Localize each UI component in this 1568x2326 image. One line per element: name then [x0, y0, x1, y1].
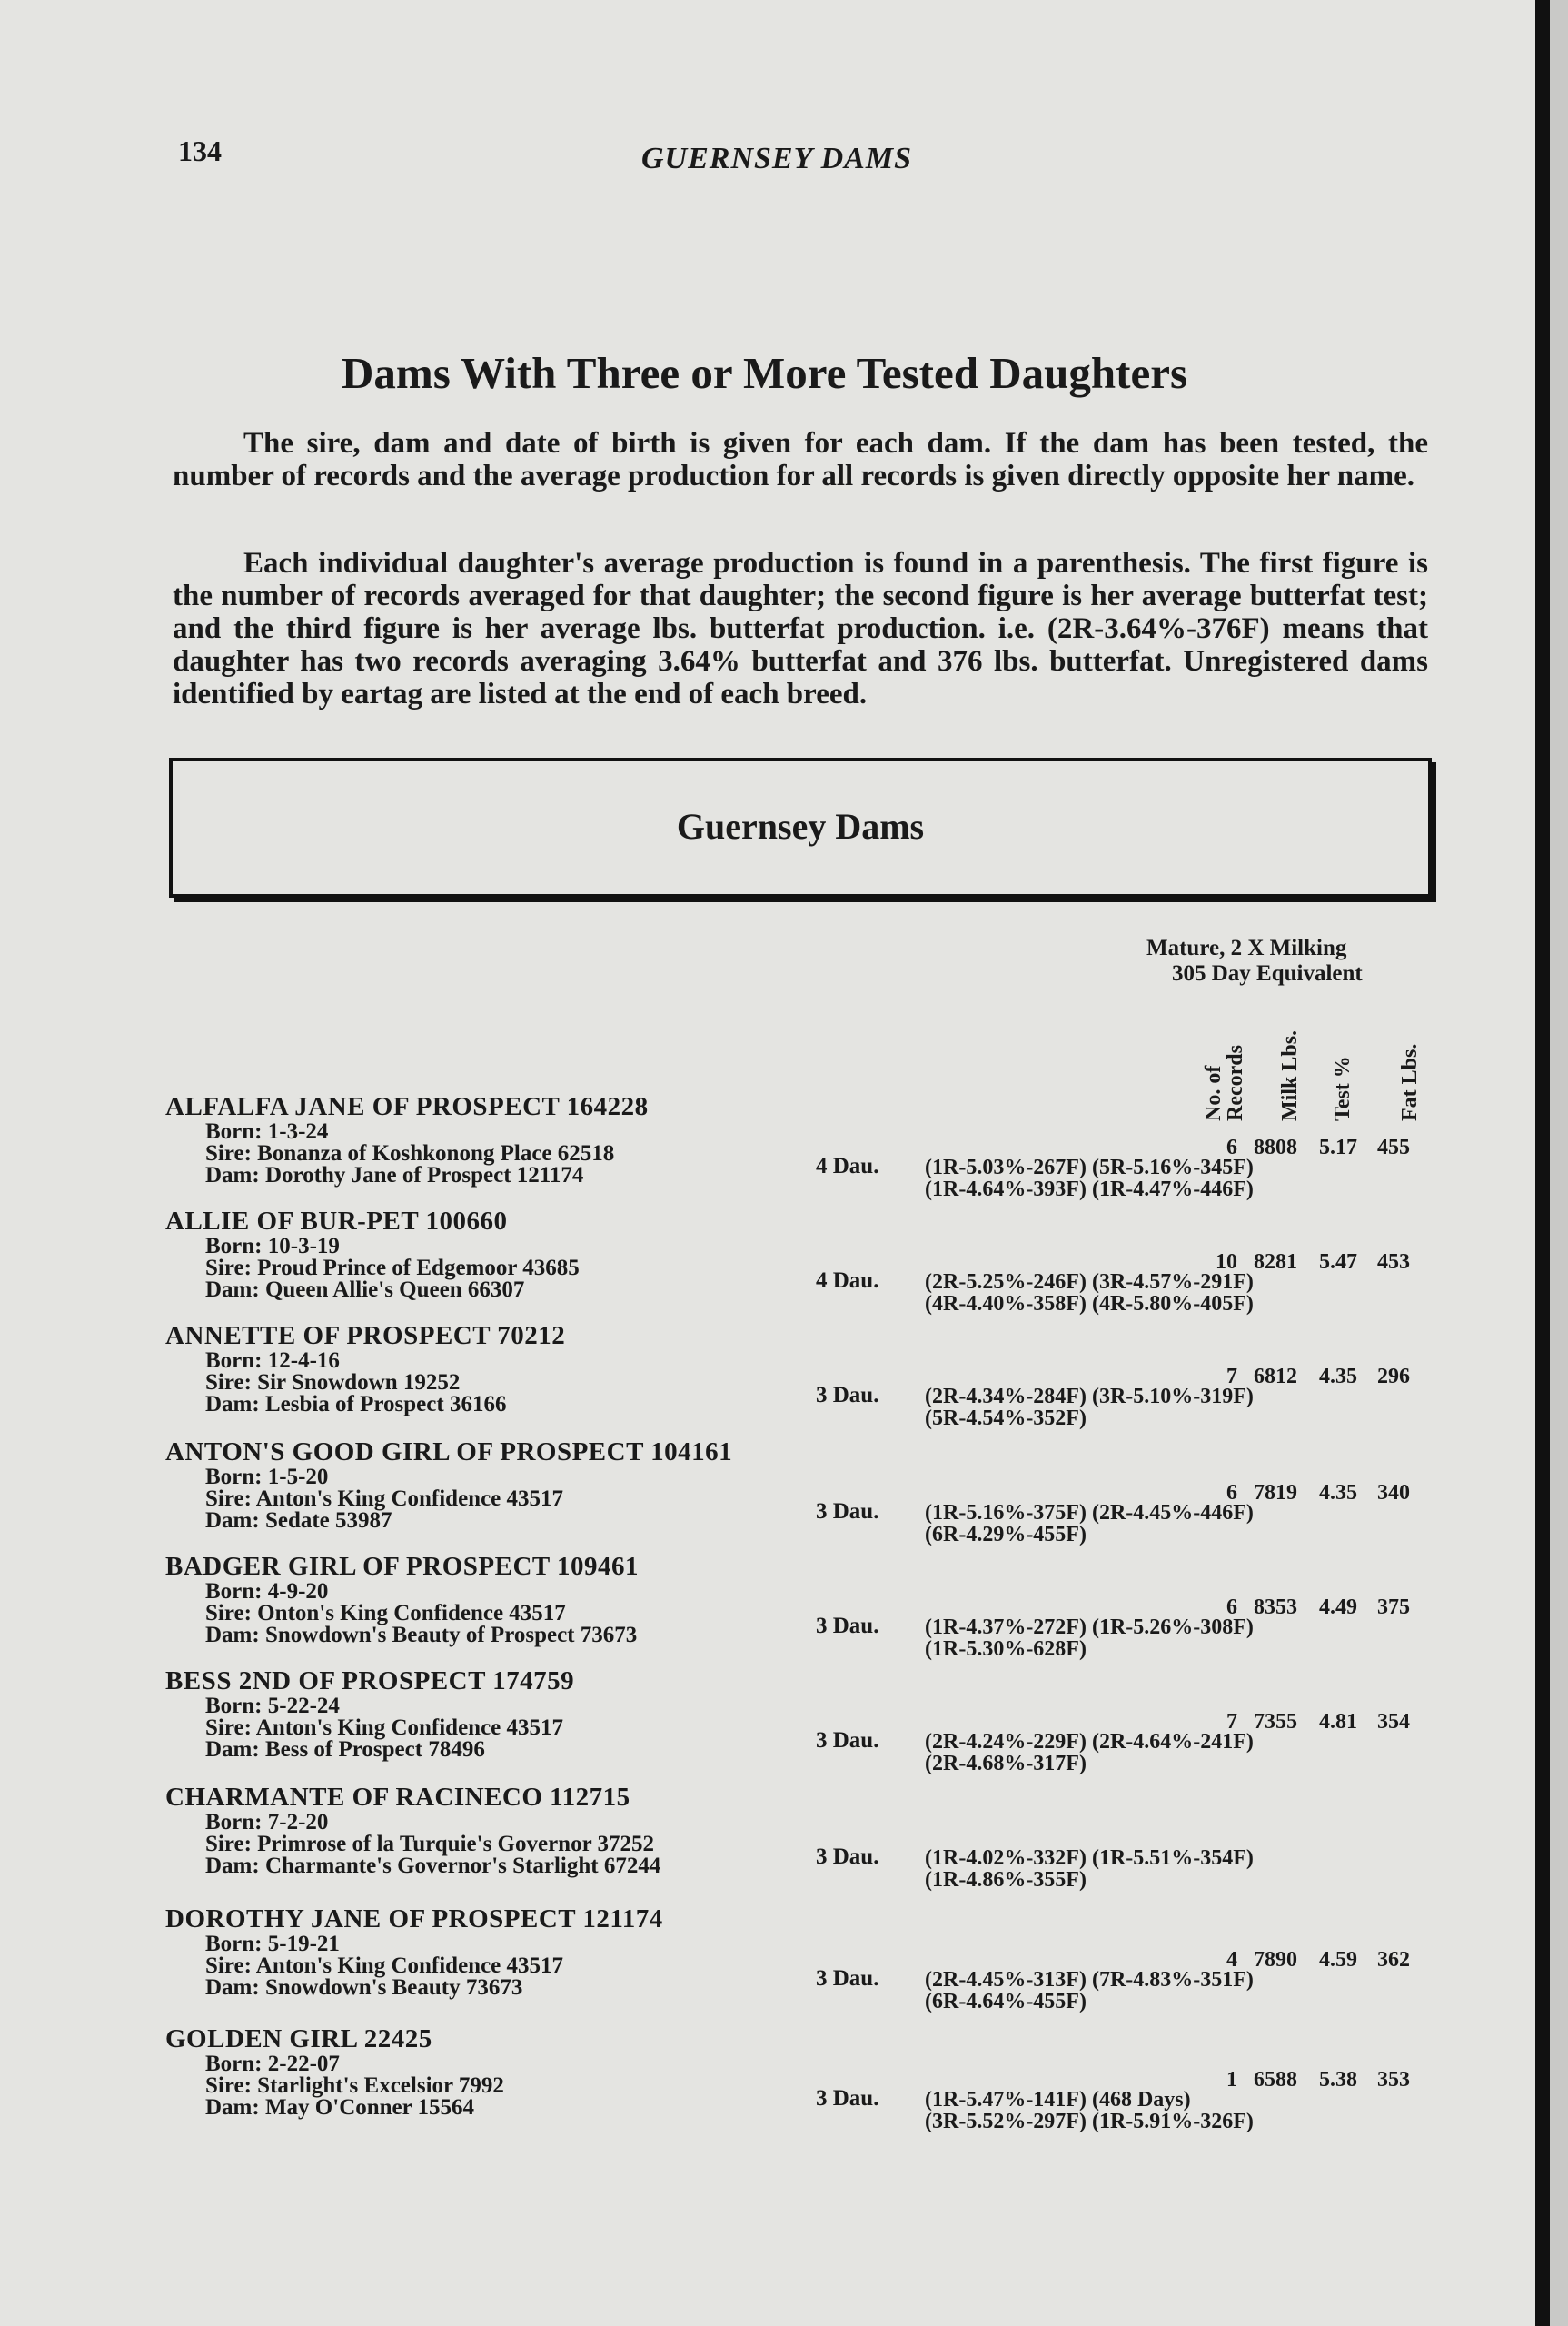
daughter-count: 3 Dau. — [816, 2086, 879, 2111]
column-header-fat: Fat Lbs. — [1398, 1043, 1422, 1121]
column-header-line1: Mature, 2 X Milking — [1146, 936, 1347, 960]
stat-no-of-records: 10 — [1216, 1250, 1237, 1274]
daughter-records-line1: (1R-4.37%-272F) (1R-5.26%-308F) — [925, 1615, 1254, 1639]
daughter-records-line2: (2R-4.68%-317F) — [925, 1752, 1087, 1775]
section-title: Guernsey Dams — [676, 806, 925, 847]
dam-entry — [154, 1092, 1426, 1201]
born-date: Born: 4-9-20 — [205, 1579, 329, 1604]
stat-test-percent: 4.49 — [1319, 1595, 1357, 1619]
dam-entry — [154, 1783, 1426, 1892]
daughter-count: 3 Dau. — [816, 1966, 879, 1991]
sire-line: Sire: Anton's King Confidence 43517 — [205, 1486, 564, 1511]
sire-line: Sire: Anton's King Confidence 43517 — [205, 1715, 564, 1740]
dam-name: ALFALFA JANE OF PROSPECT 164228 — [165, 1092, 649, 1121]
sire-line: Sire: Primrose of la Turquie's Governor 37252 — [205, 1832, 654, 1856]
dam-entry — [154, 1904, 1426, 2013]
dam-entry — [154, 1207, 1426, 1316]
daughter-count: 3 Dau. — [816, 1844, 879, 1869]
daughter-records-line1: (1R-5.03%-267F) (5R-5.16%-345F) — [925, 1156, 1254, 1179]
dam-name: BESS 2ND OF PROSPECT 174759 — [165, 1666, 575, 1695]
stat-milk-lbs: 7355 — [1254, 1710, 1297, 1734]
born-date: Born: 7-2-20 — [205, 1810, 329, 1834]
daughter-records-line2: (5R-4.54%-352F) — [925, 1407, 1087, 1430]
dam-line: Dam: Dorothy Jane of Prospect 121174 — [205, 1163, 584, 1188]
section-header-box — [169, 758, 1432, 898]
page-title: Dams With Three or More Tested Daughters — [342, 348, 1188, 398]
daughter-count: 3 Dau. — [816, 1383, 879, 1407]
daughter-records-line1: (1R-5.47%-141F) (468 Days) — [925, 2088, 1191, 2112]
stat-fat-lbs: 375 — [1377, 1595, 1410, 1619]
daughter-records-line2: (4R-4.40%-358F) (4R-5.80%-405F) — [925, 1292, 1254, 1316]
stat-test-percent: 5.38 — [1319, 2068, 1357, 2092]
daughter-records-line1: (2R-5.25%-246F) (3R-4.57%-291F) — [925, 1270, 1254, 1294]
dam-entry — [154, 1321, 1426, 1430]
column-header-milk: Milk Lbs. — [1278, 1029, 1302, 1121]
daughter-records-line1: (2R-4.24%-229F) (2R-4.64%-241F) — [925, 1730, 1254, 1754]
born-date: Born: 5-19-21 — [205, 1932, 340, 1956]
stat-no-of-records: 1 — [1226, 2068, 1237, 2092]
stat-fat-lbs: 353 — [1377, 2068, 1410, 2092]
dam-entry — [154, 1666, 1426, 1775]
stat-no-of-records: 7 — [1226, 1710, 1237, 1734]
stat-milk-lbs: 7890 — [1254, 1948, 1297, 1972]
dam-name: ANNETTE OF PROSPECT 70212 — [165, 1321, 566, 1350]
dam-line: Dam: Lesbia of Prospect 36166 — [205, 1392, 507, 1416]
daughter-records-line1: (1R-5.16%-375F) (2R-4.45%-446F) — [925, 1501, 1254, 1525]
dam-name: BADGER GIRL OF PROSPECT 109461 — [165, 1552, 639, 1581]
page-edge-shadow — [1535, 0, 1550, 2326]
daughter-records-line2: (1R-4.86%-355F) — [925, 1868, 1087, 1892]
dam-name: ANTON'S GOOD GIRL OF PROSPECT 104161 — [165, 1437, 733, 1466]
stat-test-percent: 4.35 — [1319, 1365, 1357, 1388]
daughter-records-line1: (2R-4.45%-313F) (7R-4.83%-351F) — [925, 1968, 1254, 1992]
sire-line: Sire: Bonanza of Koshkonong Place 62518 — [205, 1141, 615, 1166]
dam-name: DOROTHY JANE OF PROSPECT 121174 — [165, 1904, 663, 1933]
daughter-count: 4 Dau. — [816, 1268, 879, 1293]
stat-test-percent: 4.81 — [1319, 1710, 1357, 1734]
born-date: Born: 2-22-07 — [205, 2052, 340, 2076]
stat-fat-lbs: 296 — [1377, 1365, 1410, 1388]
daughter-records-line2: (1R-4.64%-393F) (1R-4.47%-446F) — [925, 1178, 1254, 1201]
sire-line: Sire: Onton's King Confidence 43517 — [205, 1601, 566, 1625]
dam-name: GOLDEN GIRL 22425 — [165, 2024, 432, 2053]
daughter-records-line2: (3R-5.52%-297F) (1R-5.91%-326F) — [925, 2110, 1254, 2133]
dam-line: Dam: Snowdown's Beauty of Prospect 73673 — [205, 1623, 638, 1647]
daughter-count: 3 Dau. — [816, 1499, 879, 1524]
page-number: 134 — [178, 134, 222, 167]
born-date: Born: 1-3-24 — [205, 1119, 329, 1144]
dam-line: Dam: Queen Allie's Queen 66307 — [205, 1277, 525, 1302]
dam-line: Dam: Snowdown's Beauty 73673 — [205, 1975, 523, 2000]
daughter-records-line2: (1R-5.30%-628F) — [925, 1637, 1087, 1661]
running-head: GUERNSEY DAMS — [641, 142, 912, 175]
stat-milk-lbs: 8353 — [1254, 1595, 1297, 1619]
stat-no-of-records: 7 — [1226, 1365, 1237, 1388]
stat-test-percent: 5.47 — [1319, 1250, 1357, 1274]
intro-paragraph-2: Each individual daughter's average production is found in a parenthesis. The first figure is the number of records averaged for that daughter; the second figure is her average butterfat test; and the third figure is her average lbs. butterfat production. i.e. (2R-3.64%-376F) means that daughter has two records averaging 3.64% butterfat and 376 lbs. butterfat. Unregistered dams identified by eartag are listed at the end of each breed. — [173, 547, 1428, 711]
dam-line: Dam: Charmante's Governor's Starlight 67244 — [205, 1854, 661, 1878]
dam-line: Dam: May O'Conner 15564 — [205, 2095, 475, 2120]
stat-no-of-records: 4 — [1226, 1948, 1237, 1972]
stat-milk-lbs: 8808 — [1254, 1136, 1297, 1159]
stat-no-of-records: 6 — [1226, 1595, 1237, 1619]
sire-line: Sire: Sir Snowdown 19252 — [205, 1370, 461, 1395]
stat-test-percent: 4.35 — [1319, 1481, 1357, 1505]
stat-no-of-records: 6 — [1226, 1136, 1237, 1159]
stat-no-of-records: 6 — [1226, 1481, 1237, 1505]
dam-line: Dam: Bess of Prospect 78496 — [205, 1737, 485, 1762]
daughter-records-line1: (1R-4.02%-332F) (1R-5.51%-354F) — [925, 1846, 1254, 1870]
daughter-records-line2: (6R-4.29%-455F) — [925, 1523, 1087, 1546]
born-date: Born: 5-22-24 — [205, 1694, 340, 1718]
sire-line: Sire: Starlight's Excelsior 7992 — [205, 2073, 504, 2098]
stat-milk-lbs: 6588 — [1254, 2068, 1297, 2092]
stat-fat-lbs: 340 — [1377, 1481, 1410, 1505]
stat-test-percent: 4.59 — [1319, 1948, 1357, 1972]
daughter-records-line2: (6R-4.64%-455F) — [925, 1990, 1087, 2013]
dam-name: CHARMANTE OF RACINECO 112715 — [165, 1783, 630, 1812]
dam-name: ALLIE OF BUR-PET 100660 — [165, 1207, 508, 1236]
stat-milk-lbs: 8281 — [1254, 1250, 1297, 1274]
sire-line: Sire: Anton's King Confidence 43517 — [205, 1953, 564, 1978]
sire-line: Sire: Proud Prince of Edgemoor 43685 — [205, 1256, 580, 1280]
born-date: Born: 10-3-19 — [205, 1234, 340, 1258]
stat-fat-lbs: 362 — [1377, 1948, 1410, 1972]
intro-paragraph-1: The sire, dam and date of birth is given for each dam. If the dam has been tested, the number of records and the average production for all records is given directly opposite her name. — [173, 427, 1428, 492]
stat-fat-lbs: 453 — [1377, 1250, 1410, 1274]
born-date: Born: 12-4-16 — [205, 1348, 340, 1373]
dam-entry — [154, 1552, 1426, 1661]
born-date: Born: 1-5-20 — [205, 1465, 329, 1489]
daughter-records-line1: (2R-4.34%-284F) (3R-5.10%-319F) — [925, 1385, 1254, 1408]
stat-milk-lbs: 7819 — [1254, 1481, 1297, 1505]
dam-entry — [154, 2024, 1426, 2133]
column-header-records: No. of Records — [1202, 1045, 1247, 1121]
dam-entry — [154, 1437, 1426, 1546]
stat-milk-lbs: 6812 — [1254, 1365, 1297, 1388]
daughter-count: 3 Dau. — [816, 1614, 879, 1638]
daughter-count: 4 Dau. — [816, 1154, 879, 1178]
stat-fat-lbs: 455 — [1377, 1136, 1410, 1159]
dam-line: Dam: Sedate 53987 — [205, 1508, 392, 1533]
column-header-line2: 305 Day Equivalent — [1172, 961, 1363, 986]
column-header-test: Test % — [1331, 1056, 1355, 1121]
stat-fat-lbs: 354 — [1377, 1710, 1410, 1734]
stat-test-percent: 5.17 — [1319, 1136, 1357, 1159]
daughter-count: 3 Dau. — [816, 1728, 879, 1753]
